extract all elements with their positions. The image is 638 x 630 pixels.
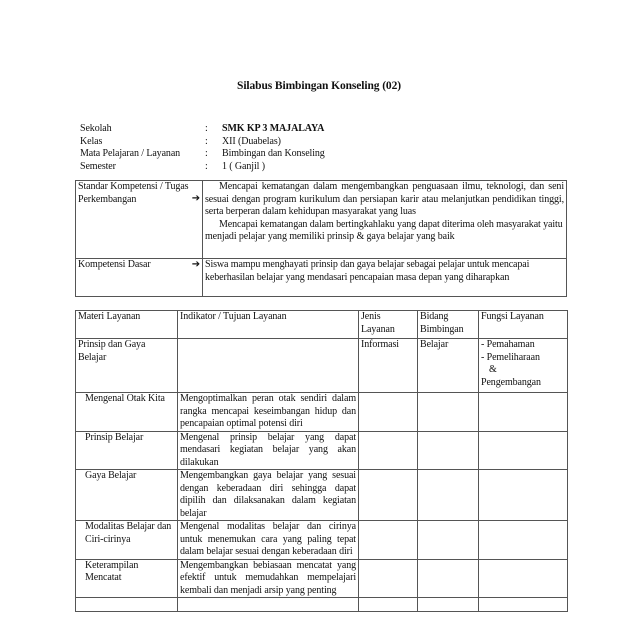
fungsi-item: - Pemahaman: [481, 339, 535, 350]
table-row: [76, 431, 568, 470]
indikator-cell: Mengembangkan gaya belajar yang sesuai dengan keberadaan diri sehingga dapat dipilih dan dilaksanakan dalam kegiatan belajar: [178, 470, 359, 521]
kompetensi-table: [75, 180, 567, 297]
table-row: [76, 393, 568, 432]
indikator-cell: [178, 339, 359, 393]
kd-text-cell: Siswa mampu menghayati prinsip dan gaya belajar sebagai pelajar untuk mencapai keberhasilan belajar yang mendasari pencapaian masa depan yang diharapkan: [203, 259, 567, 297]
materi-table: [75, 310, 568, 612]
indikator-cell: Mengembangkan bebiasaan mencatat yang efektif untuk memudahkan mempelajari kembali dan menjadi arsip yang penting: [178, 559, 359, 598]
empty-cell: [418, 598, 479, 612]
info-value: 1 ( Ganjil ): [222, 160, 265, 172]
info-row-mapel: [80, 148, 325, 161]
table-row: [76, 339, 568, 393]
empty-cell: [178, 598, 359, 612]
header-cell: Bidang Bimbingan: [418, 311, 479, 339]
materi-cell: Mengenal Otak Kita: [76, 393, 178, 432]
sk-text-cell: [203, 181, 567, 259]
info-block: [80, 123, 325, 173]
table-row: [76, 181, 567, 259]
materi-cell: Prinsip dan Gaya Belajar: [76, 339, 178, 393]
indikator-cell: Mengoptimalkan peran otak sendiri dalam rangka mencapai keseimbangan hidup dan pencapaian optimal potensi diri: [178, 393, 359, 432]
info-row-kelas: [80, 136, 325, 149]
bidang-cell: Belajar: [418, 339, 479, 393]
empty-cell: [359, 559, 418, 598]
header-cell: Fungsi Layanan: [479, 311, 568, 339]
fungsi-item: Pengembangan: [481, 376, 541, 388]
colon: :: [205, 135, 208, 147]
materi-cell: Prinsip Belajar: [76, 431, 178, 470]
header-cell: Indikator / Tujuan Layanan: [178, 311, 359, 339]
empty-cell: [76, 598, 178, 612]
jenis-cell: Informasi: [359, 339, 418, 393]
empty-cell: [418, 470, 479, 521]
kd-label: Kompetensi Dasar: [78, 259, 151, 270]
sk-text-1: Mencapai kematangan dalam mengembangkan penguasaan ilmu, teknologi, dan seni sesuai dengan program kurikulum dan persiapan karir atau melanjutkan pendidikan tinggi, serta berperan dalam kehidupan masyarakat yang luas: [205, 181, 564, 217]
info-value: SMK KP 3 MAJALAYA: [222, 123, 325, 134]
empty-cell: [359, 470, 418, 521]
info-label: Semester: [80, 160, 116, 172]
document-title: Silabus Bimbingan Konseling (02): [237, 80, 401, 92]
header-cell: Jenis Layanan: [359, 311, 418, 339]
info-value: XII (Duabelas): [222, 135, 281, 147]
arrow-right-icon: ➔: [191, 259, 200, 270]
empty-cell: [479, 431, 568, 470]
materi-cell: Gaya Belajar: [76, 470, 178, 521]
sk-label-cell: [76, 181, 203, 259]
empty-cell: [359, 598, 418, 612]
table-row: [76, 521, 568, 560]
indikator-cell: Mengenal prinsip belajar yang dapat mendasari kegiatan belajar yang akan dilakukan: [178, 431, 359, 470]
empty-cell: [359, 521, 418, 560]
info-label: Kelas: [80, 135, 103, 147]
empty-cell: [479, 393, 568, 432]
info-value: Bimbingan dan Konseling: [222, 148, 325, 159]
table-row: [76, 470, 568, 521]
colon: :: [205, 160, 208, 172]
colon: :: [205, 148, 208, 159]
fungsi-item: - Pemeliharaan: [481, 351, 540, 363]
info-row-semester: [80, 161, 325, 174]
empty-cell: [479, 559, 568, 598]
materi-cell: Keterampilan Mencatat: [76, 559, 178, 598]
empty-cell: [418, 393, 479, 432]
empty-cell: [479, 598, 568, 612]
sk-label: Standar Kompetensi / Tugas Perkembangan: [78, 181, 189, 205]
table-row-cut-off: [76, 598, 568, 612]
table-row: [76, 559, 568, 598]
empty-cell: [418, 559, 479, 598]
info-label: Sekolah: [80, 123, 112, 134]
colon: :: [205, 123, 208, 134]
header-cell: Materi Layanan: [76, 311, 178, 339]
fungsi-cell: [479, 339, 568, 393]
fungsi-item: &: [489, 364, 497, 375]
sk-text-2: Mencapai kematangan dalam bertingkahlaku yang dapat diterima oleh masyarakat yaitu menjadi pelajar yang memiliki prinsip & gaya belajar yang baik: [205, 218, 563, 242]
materi-cell: Modalitas Belajar dan Ciri-cirinya: [76, 521, 178, 560]
table-row: [76, 259, 567, 297]
arrow-right-icon: ➔: [191, 193, 200, 204]
table-header-row: [76, 311, 568, 339]
empty-cell: [479, 521, 568, 560]
info-row-sekolah: [80, 123, 325, 136]
empty-cell: [418, 521, 479, 560]
kd-label-cell: [76, 259, 203, 297]
empty-cell: [479, 470, 568, 521]
empty-cell: [418, 431, 479, 470]
empty-cell: [359, 393, 418, 432]
info-label: Mata Pelajaran / Layanan: [80, 148, 181, 159]
indikator-cell: Mengenal modalitas belajar dan cirinya untuk menemukan cara yang paling tepat dalam belajar sesuai dengan keberadaan diri: [178, 521, 359, 560]
empty-cell: [359, 431, 418, 470]
